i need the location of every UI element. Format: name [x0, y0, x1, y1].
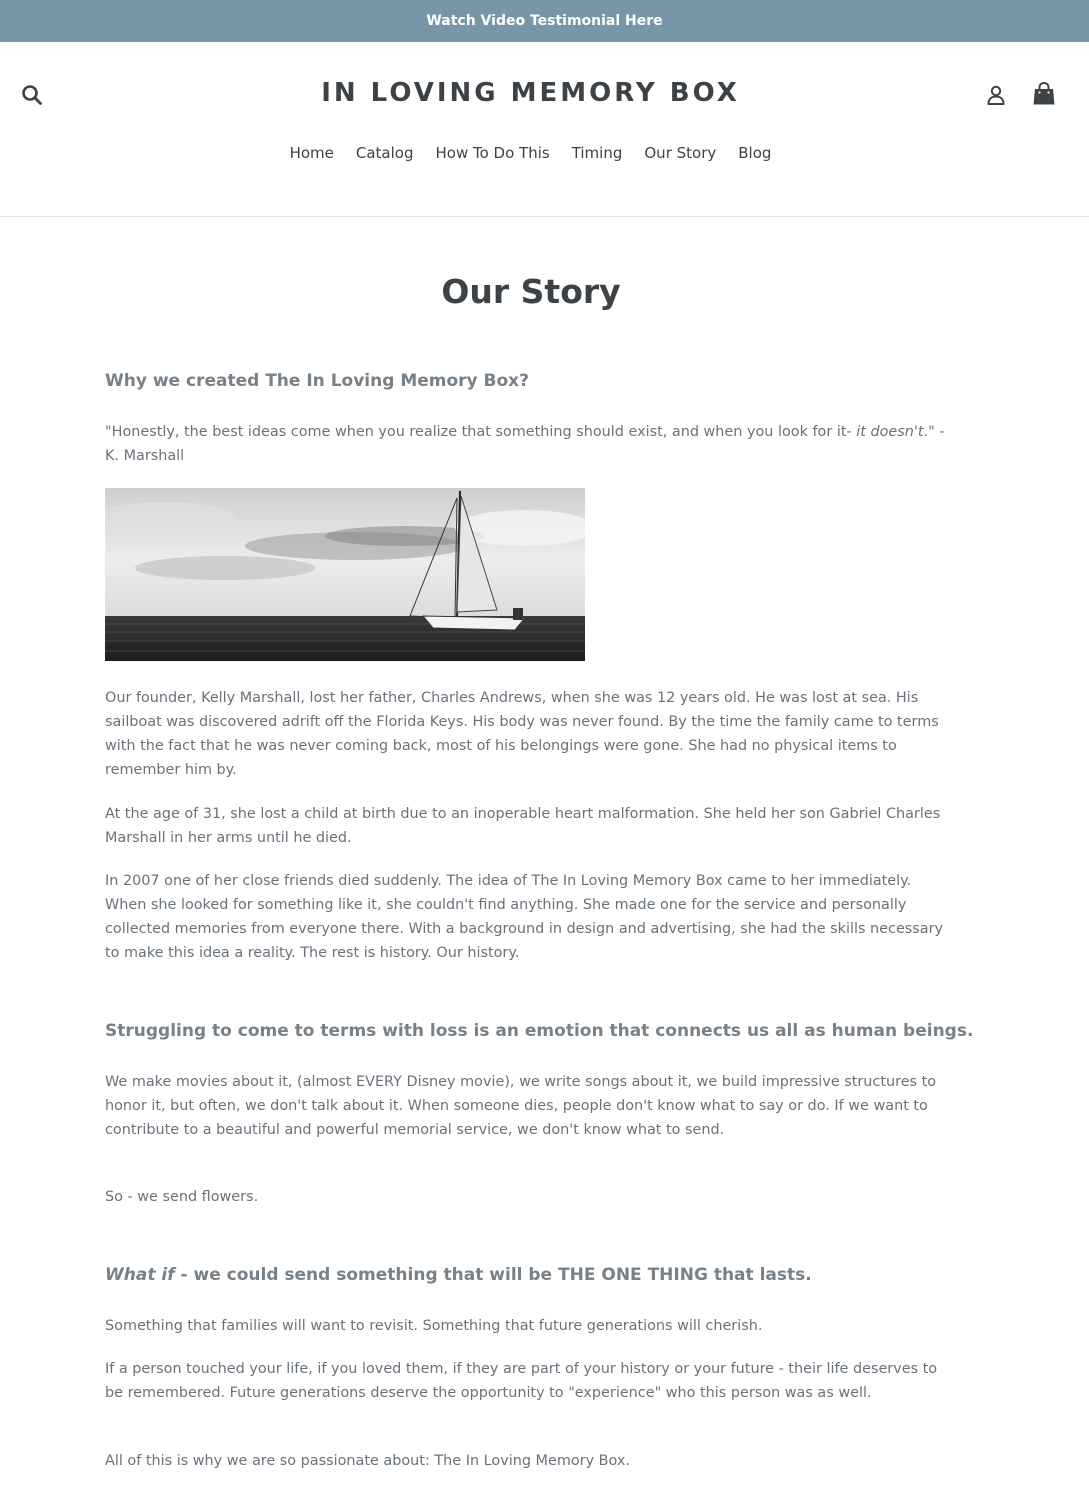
nav-item-our-story[interactable]: Our Story	[644, 144, 717, 162]
nav-item-blog[interactable]: Blog	[738, 144, 772, 162]
page-title: Our Story	[441, 272, 621, 311]
nav-item-how-to-do-this[interactable]: How To Do This	[435, 144, 550, 162]
story-paragraph-3: In 2007 one of her close friends died suddenly. The idea of The In Loving Memory Box came to her immediately. When she looked for something like it, she couldn't find anything. She made one for the service and personally collected memories from everyone there. With a background in design and advertising, she had the skills necessary to make this idea a reality. The rest is history. Our history.	[105, 873, 944, 961]
announcement-text[interactable]: Watch Video Testimonial Here	[426, 13, 663, 29]
nav-item-home[interactable]: Home	[289, 144, 334, 162]
main-navigation	[0, 144, 1061, 162]
quote-tail: ." - K. Marshall	[105, 424, 945, 464]
heading-rest: - we could send something that will be THE ONE THING that lasts.	[174, 1265, 812, 1285]
nav-item-timing[interactable]: Timing	[571, 144, 623, 162]
nav-item-catalog[interactable]: Catalog	[355, 144, 414, 162]
story-paragraph-5: So - we send flowers.	[105, 1189, 259, 1205]
story-paragraph-7: If a person touched your life, if you loved them, if they are part of your history or your future - their life deserves to be remembered. Future generations deserve the opportunity to "experience" who this person was as well.	[105, 1361, 938, 1401]
announcement-bar[interactable]	[0, 0, 1089, 42]
cart-button[interactable]	[1031, 81, 1057, 107]
story-paragraph-1: Our founder, Kelly Marshall, lost her father, Charles Andrews, when she was 12 years old. He was lost at sea. His sailboat was discovered adrift off the Florida Keys. His body was never found. By the time the family came to terms with the fact that he was never coming back, most of his belongings were gone. She had no physical items to remember him by.	[105, 690, 939, 778]
site-logo[interactable]: IN LOVING MEMORY BOX	[321, 78, 740, 108]
site-header	[0, 42, 1089, 217]
quote-emphasis: it doesn't	[856, 424, 924, 440]
story-paragraph-2: At the age of 31, she lost a child at birth due to an inoperable heart malformation. She held her son Gabriel Charles Marshall in her arms until he died.	[105, 806, 941, 846]
section-heading-loss: Struggling to come to terms with loss is an emotion that connects us all as human beings.	[105, 1021, 974, 1041]
story-paragraph-6: Something that families will want to revisit. Something that future generations will cherish.	[105, 1318, 763, 1334]
cart-icon	[1031, 81, 1057, 107]
founder-quote	[105, 420, 957, 468]
story-paragraph-4: We make movies about it, (almost EVERY Disney movie), we write songs about it, we build impressive structures to honor it, but often, we don't talk about it. When someone dies, people don't know what to say or do. If we want to contribute to a beautiful and powerful memorial service, we don't know what to send.	[105, 1074, 937, 1138]
section-heading-why: Why we created The In Loving Memory Box?	[105, 371, 530, 391]
user-icon	[984, 83, 1008, 107]
account-button[interactable]	[984, 83, 1008, 107]
sailboat-image	[105, 488, 585, 661]
story-paragraph-8: All of this is why we are so passionate about: The In Loving Memory Box.	[105, 1453, 630, 1469]
heading-emphasis: What if	[105, 1265, 175, 1285]
section-heading-what-if	[105, 1265, 812, 1285]
quote-lead: "Honestly, the best ideas come when you realize that something should exist, and when you look for it-	[105, 424, 857, 440]
